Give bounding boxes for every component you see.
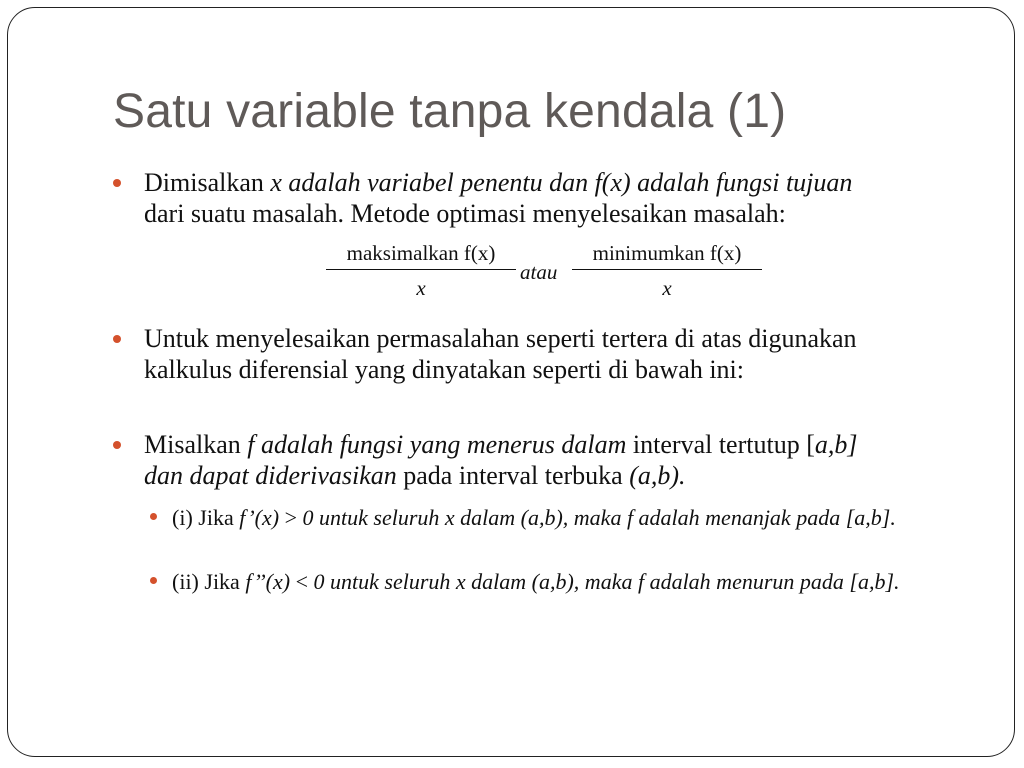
sub-bullet-text-1 <box>172 502 965 533</box>
bullet-dot-icon <box>113 441 121 449</box>
text-plain: interval tertutup [ <box>632 430 815 459</box>
text-italic: 0 untuk seluruh x dalam (a,b), maka f adalah menanjak pada [a,b]. <box>302 505 896 530</box>
slide-title: Satu variable tanpa kendala (1) <box>113 85 787 138</box>
formula-connector: atau <box>520 260 558 284</box>
text-plain: Dimisalkan <box>144 168 271 197</box>
fraction-denominator: x <box>662 276 672 300</box>
bullet-text-1 <box>144 167 943 229</box>
text-italic: f adalah fungsi yang menerus dalam <box>247 430 633 459</box>
fraction-minimize <box>572 241 762 301</box>
sub-bullet-text-2 <box>172 566 965 597</box>
text-plain: (ii) Jika <box>172 569 246 594</box>
fraction-maximize <box>326 241 516 301</box>
text-plain: > <box>284 505 303 530</box>
text-italic: (a,b). <box>629 461 686 490</box>
sub-bullet-item-1 <box>150 502 965 533</box>
text-italic: a,b] <box>814 430 858 459</box>
fraction-denominator: x <box>416 276 426 300</box>
fraction-numerator: minimumkan f(x) <box>592 241 742 265</box>
bullet-dot-icon <box>113 335 121 343</box>
text-italic: f’’(x) <box>245 569 296 594</box>
bullet-item-1 <box>113 167 943 229</box>
sub-bullet-item-2 <box>150 566 965 597</box>
bullet-dot-icon <box>150 577 157 584</box>
optimization-formula <box>326 241 766 311</box>
text-italic: dan dapat diderivasikan <box>144 461 404 490</box>
bullet-item-2 <box>113 323 933 385</box>
fraction-numerator: maksimalkan f(x) <box>346 241 496 265</box>
bullet-item-3 <box>113 429 943 491</box>
text-plain: (i) Jika <box>172 505 240 530</box>
bullet-text-3 <box>144 429 943 491</box>
text-italic: 0 untuk seluruh x dalam (a,b), maka f adalah menurun pada [a,b]. <box>313 569 900 594</box>
text-plain: pada interval terbuka <box>403 461 630 490</box>
text-plain: Misalkan <box>144 430 248 459</box>
text-plain: dari suatu masalah. Metode optimasi menyelesaikan masalah: <box>144 199 786 228</box>
bullet-dot-icon <box>150 513 157 520</box>
bullet-dot-icon <box>113 179 121 187</box>
text-italic: x adalah variabel penentu dan f(x) adalah fungsi tujuan <box>270 168 853 197</box>
text-italic: f’(x) <box>239 505 285 530</box>
text-plain: < <box>295 569 314 594</box>
bullet-text-2: Untuk menyelesaikan permasalahan seperti tertera di atas digunakan kalkulus diferensial yang dinyatakan seperti di bawah ini: <box>144 324 857 384</box>
